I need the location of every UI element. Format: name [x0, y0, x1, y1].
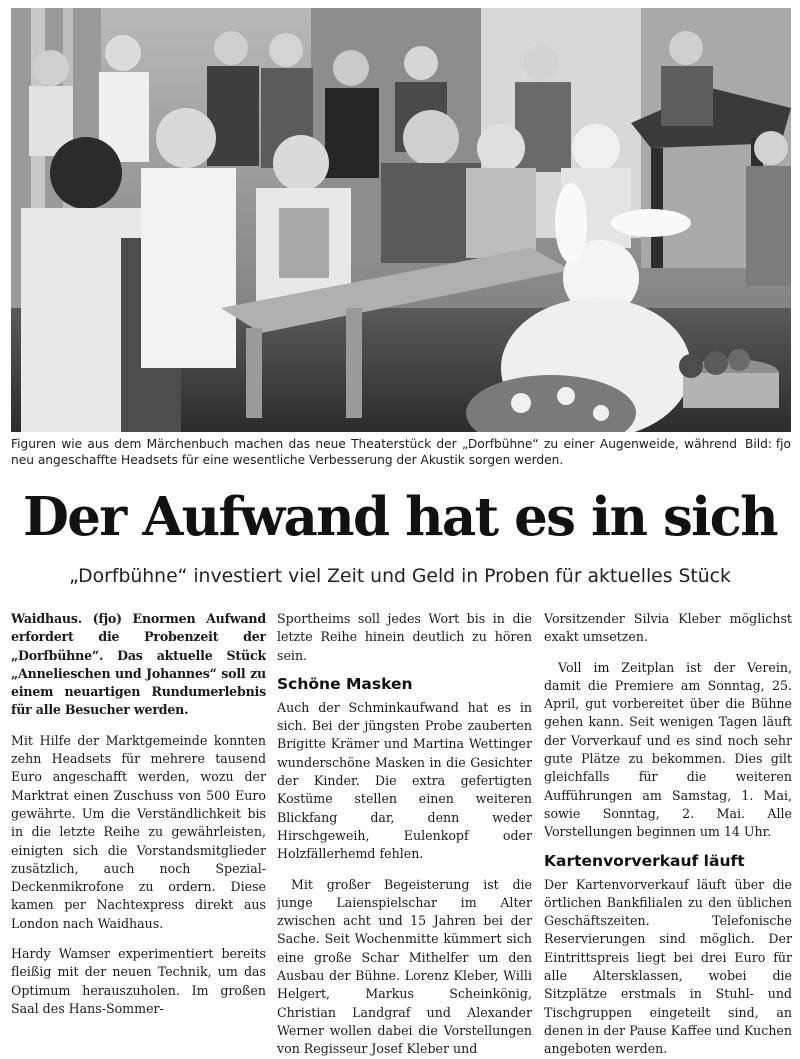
paragraph: Mit großer Begeisterung ist die junge Laienspielschar im Alter zwischen acht und 15 Jahren bei der Sache. Seit Wochenmitte kümmert sich eine große Schar Mithelfer um den Ausbau der Bühne. Lorenz Kleber, Willi Helgert, Markus Scheinkönig, Christian Landgraf und Alexander Werner wollen dabei die Vorstellungen von Regisseur Josef Kleber und [277, 876, 532, 1057]
paragraph: Mit Hilfe der Marktgemeinde konnten zehn Headsets für mehrere tausend Euro angeschafft werden, wozu der Marktrat einen Zuschuss von 500 Euro gewährte. Um die Verständlichkeit bis in die letzte Reihe zu gewährleisten, einigten sich die Vorstandsmitglieder zusätzlich, auch noch Spezial-Deckenmikrofone zu ordern. Diese kamen per Nachtexpress direkt aus London nach Waidhaus. [11, 732, 266, 931]
intertitle-tickets: Kartenvorverkauf läuft [544, 851, 745, 870]
article-photo [11, 8, 791, 432]
subheadline: „Dorfbühne“ investiert viel Zeit und Geld in Proben für aktuelles Stück [69, 566, 731, 587]
article-column-3 [544, 610, 792, 1059]
theater-scene-image [11, 8, 791, 432]
paragraph: Sportheims soll jedes Wort bis in die letzte Reihe hinein deutlich zu hören sein. [277, 611, 532, 663]
caption-text: Figuren wie aus dem Märchenbuch machen das neue Theaterstück der „Dorfbühne“ zu einer Augenweide, während neu angeschaffte Headsets für eine wesentliche Verbesserung der Akustik sorgen werden. [11, 437, 738, 467]
paragraph: Hardy Wamser experimentiert bereits fleißig mit der neuen Technik, um das Optimum herauszuholen. Im großen Saal des Hans-Sommer- [11, 946, 266, 1016]
paragraph: Vorsitzender Silvia Kleber möglichst exakt umsetzen. [544, 611, 792, 645]
lead-paragraph: Waidhaus. (fjo) Enormen Aufwand erfordert die Probenzeit der „Dorfbühne“. Das aktuelle Stück „Annelieschen und Johannes“ soll zu einem neuartigen Rundumerlebnis für alle Besucher werden. [11, 611, 266, 718]
paragraph: Auch der Schminkaufwand hat es in sich. Bei der jüngsten Probe zauberten Brigitte Krämer und Martina Wettinger wunderschöne Masken in die Gesichter der Kinder. Die extra gefertigten Kostüme stellen einen weiteren Blickfang dar, denn weder Hirschgeweih, Eulenkopf oder Holzfällerhemd fehlen. [277, 699, 532, 862]
article-column-1 [11, 610, 266, 1018]
intertitle-masks: Schöne Masken [277, 674, 413, 693]
article-column-2 [277, 610, 532, 1059]
photo-credit: Bild: fjo [745, 437, 791, 451]
paragraph: Der Kartenvorverkauf läuft über die örtlichen Bankfilialen zu den üblichen Geschäftszeiten. Telefonische Reservierungen sind möglich. Der Eintrittspreis liegt bei drei Euro für alle Altersklassen, wobei die Sitzplätze erstmals in Stuhl- und Tischgruppen eingeteilt sind, an denen in der Pause Kaffee und Kuchen angeboten werden. [544, 876, 792, 1057]
photo-caption [11, 436, 791, 468]
headline: Der Aufwand hat es in sich [22, 486, 778, 548]
paragraph: Voll im Zeitplan ist der Verein, damit die Premiere am Sonntag, 25. April, gut vorbereitet über die Bühne gehen kann. Seit wenigen Tagen läuft der Vorverkauf und es sind noch sehr gute Plätze zu bekommen. Dies gilt gleichfalls für die weiteren Aufführungen am Samstag, 1. Mai, sowie Sonntag, 2. Mai. Alle Vorstellungen beginnen um 14 Uhr. [544, 659, 792, 840]
